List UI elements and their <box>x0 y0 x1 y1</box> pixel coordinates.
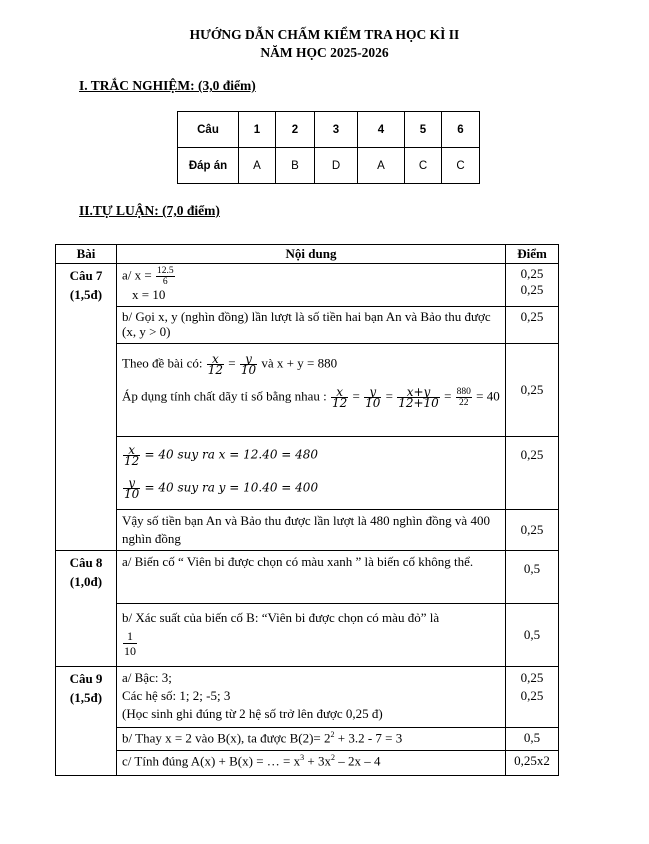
column-header-bai: Bài <box>56 245 117 264</box>
question-number: 4 <box>358 112 405 148</box>
fraction <box>331 387 348 408</box>
content-cell <box>117 751 506 776</box>
fraction-denominator: 6 <box>162 277 168 287</box>
column-header-noi-dung: Nội dung <box>117 245 506 264</box>
answer-cell: C <box>442 148 480 184</box>
fraction <box>456 387 472 408</box>
question-cell-cau7 <box>56 264 117 551</box>
table-row <box>56 510 559 551</box>
score-cell <box>506 667 559 728</box>
fraction-denominator: 12+10 <box>398 396 439 410</box>
score-cell: 0,25 <box>506 437 559 510</box>
fraction-numerator: x+y <box>397 387 440 398</box>
answer-cell: C <box>405 148 442 184</box>
exponent: 3 <box>300 753 305 762</box>
fraction <box>397 387 440 408</box>
table-row <box>56 307 559 344</box>
table-row <box>56 264 559 307</box>
content-text: b/ Xác suất của biến cố B: “Viên bi được chọn có màu đỏ” là <box>122 610 440 625</box>
question-number: 5 <box>405 112 442 148</box>
fraction <box>123 629 137 658</box>
content-cell: Vậy số tiền bạn An và Bảo thu được lần lượt là 480 nghìn đồng và 400 nghìn đồng <box>117 510 506 551</box>
equation-text: = 40 suy ra y = 10.40 = 400 <box>144 480 319 495</box>
question-label: Câu <box>178 112 239 148</box>
table-row <box>56 667 559 728</box>
content-text: Các hệ số: 1; 2; -5; 3 <box>122 688 231 703</box>
answer-row <box>178 148 480 184</box>
question-row <box>178 112 480 148</box>
answer-cell: A <box>358 148 405 184</box>
fraction-numerator: y <box>123 478 140 489</box>
equation-text: = 40 <box>476 388 500 404</box>
equation-text: và x + y = 880 <box>261 355 338 371</box>
content-cell <box>117 437 506 510</box>
table-row <box>56 604 559 667</box>
question-name: Câu 9 <box>69 671 103 686</box>
answer-key-table <box>177 111 480 184</box>
score-cell: 0,25 <box>506 510 559 551</box>
question-points: (1,0đ) <box>69 574 103 589</box>
content-text: c/ Tính đúng A(x) + B(x) = … = x <box>122 753 301 769</box>
answer-cell: B <box>276 148 315 184</box>
fraction-numerator: 1 <box>123 629 137 644</box>
score-value: 0,25 <box>520 266 544 281</box>
grading-table <box>55 244 559 776</box>
score-value: 0,25 <box>520 670 544 685</box>
content-text: a/ Bậc: 3; <box>122 670 172 685</box>
fraction-numerator: 880 <box>456 387 471 397</box>
score-cell: 0,25 <box>506 307 559 344</box>
content-text: b/ Thay x = 2 vào B(x), ta được B(2)= 2 <box>122 730 331 746</box>
fraction-numerator: x <box>123 445 140 456</box>
column-header-diem: Điểm <box>506 245 559 264</box>
school-year: NĂM HỌC 2025-2026 <box>260 45 389 60</box>
score-cell: 0,25x2 <box>506 751 559 776</box>
section-essay-heading: II.TỰ LUẬN: (7,0 điểm) <box>79 203 220 218</box>
content-cell: b/ Gọi x, y (nghìn đồng) lần lượt là số tiền hai bạn An và Bảo thu được (x, y > 0) <box>117 307 506 344</box>
fraction <box>240 354 257 375</box>
question-number: 2 <box>276 112 315 148</box>
table-row <box>56 344 559 437</box>
fraction-denominator: 10 <box>124 644 136 658</box>
question-number: 1 <box>239 112 276 148</box>
equation-text: Áp dụng tính chất dãy tỉ số bằng nhau : <box>122 388 327 404</box>
fraction-denominator: 22 <box>459 398 469 408</box>
score-value: 0,25 <box>520 282 544 297</box>
fraction-denominator: 12 <box>331 396 348 410</box>
score-value: 0,25 <box>520 688 544 703</box>
table-header-row <box>56 245 559 264</box>
content-cell: a/ Biến cố “ Viên bi được chọn có màu xanh ” là biến cố không thể. <box>117 551 506 604</box>
fraction-denominator: 10 <box>365 396 381 410</box>
fraction-denominator: 10 <box>124 487 140 501</box>
content-cell <box>117 604 506 667</box>
fraction-denominator: 10 <box>240 363 257 377</box>
question-points: (1,5đ) <box>69 287 103 302</box>
equation-result: x = 10 <box>132 287 166 302</box>
fraction <box>207 354 224 375</box>
exponent: 2 <box>330 730 335 739</box>
fraction <box>156 266 175 287</box>
content-text: (Học sinh ghi đúng từ 2 hệ số trở lên được 0,25 đ) <box>122 706 383 721</box>
table-row <box>56 751 559 776</box>
answer-label: Đáp án <box>178 148 239 184</box>
content-text: + 3x <box>304 753 331 769</box>
table-row <box>56 437 559 510</box>
document-title: HƯỚNG DẪN CHẤM KIỂM TRA HỌC KÌ II <box>189 27 460 42</box>
exponent: 2 <box>330 753 335 762</box>
equation-line <box>122 445 500 466</box>
fraction-numerator: x <box>331 387 348 398</box>
question-cell-cau9 <box>56 667 117 776</box>
question-number: 3 <box>315 112 358 148</box>
equation-text: Theo đề bài có: <box>122 355 203 371</box>
equation-line <box>122 478 500 499</box>
equation-line: Theo đề bài có: $\frac{x}{12}$ = $\frac{y}{10}$ và x + y = 880 <box>122 352 338 377</box>
content-text: – 2x – 4 <box>334 753 381 769</box>
answer-cell: A <box>239 148 276 184</box>
fraction <box>123 478 140 499</box>
table-row <box>56 551 559 604</box>
section-multiple-choice-heading: I. TRẮC NGHIỆM: (3,0 điểm) <box>79 78 256 93</box>
fraction-numerator: y <box>364 387 381 398</box>
content-cell <box>117 264 506 307</box>
equation-line: Áp dụng tính chất dãy tỉ số bằng nhau : $\frac{x}{12}$ = $\frac{y}{10}$ = $\frac{x+y}{12+10}$ = $\frac{880}{22}$ = 40 <box>122 385 500 410</box>
question-cell-cau8 <box>56 551 117 667</box>
question-name: Câu 8 <box>69 555 103 570</box>
score-cell: 0,25 <box>506 344 559 437</box>
fraction-numerator: x <box>207 354 224 365</box>
score-cell: 0,5 <box>506 728 559 751</box>
equation-line <box>122 266 500 287</box>
equation-text: a/ x = <box>122 267 152 283</box>
content-text: + 3.2 - 7 = 3 <box>334 730 403 746</box>
fraction-numerator: 12.5 <box>156 266 174 276</box>
answer-cell: D <box>315 148 358 184</box>
fraction-denominator: 12 <box>207 363 224 377</box>
fraction <box>123 445 140 466</box>
content-cell <box>117 344 506 437</box>
content-cell <box>117 667 506 728</box>
equation-text: = 40 suy ra x = 12.40 = 480 <box>144 447 319 462</box>
table-row <box>56 728 559 751</box>
question-name: Câu 7 <box>69 268 103 283</box>
question-number: 6 <box>442 112 480 148</box>
score-cell <box>506 264 559 307</box>
score-cell: 0,5 <box>506 551 559 604</box>
fraction-numerator: y <box>240 354 257 365</box>
content-cell <box>117 728 506 751</box>
fraction <box>364 387 381 408</box>
score-cell: 0,5 <box>506 604 559 667</box>
fraction-denominator: 12 <box>124 454 140 468</box>
question-points: (1,5đ) <box>69 690 103 705</box>
